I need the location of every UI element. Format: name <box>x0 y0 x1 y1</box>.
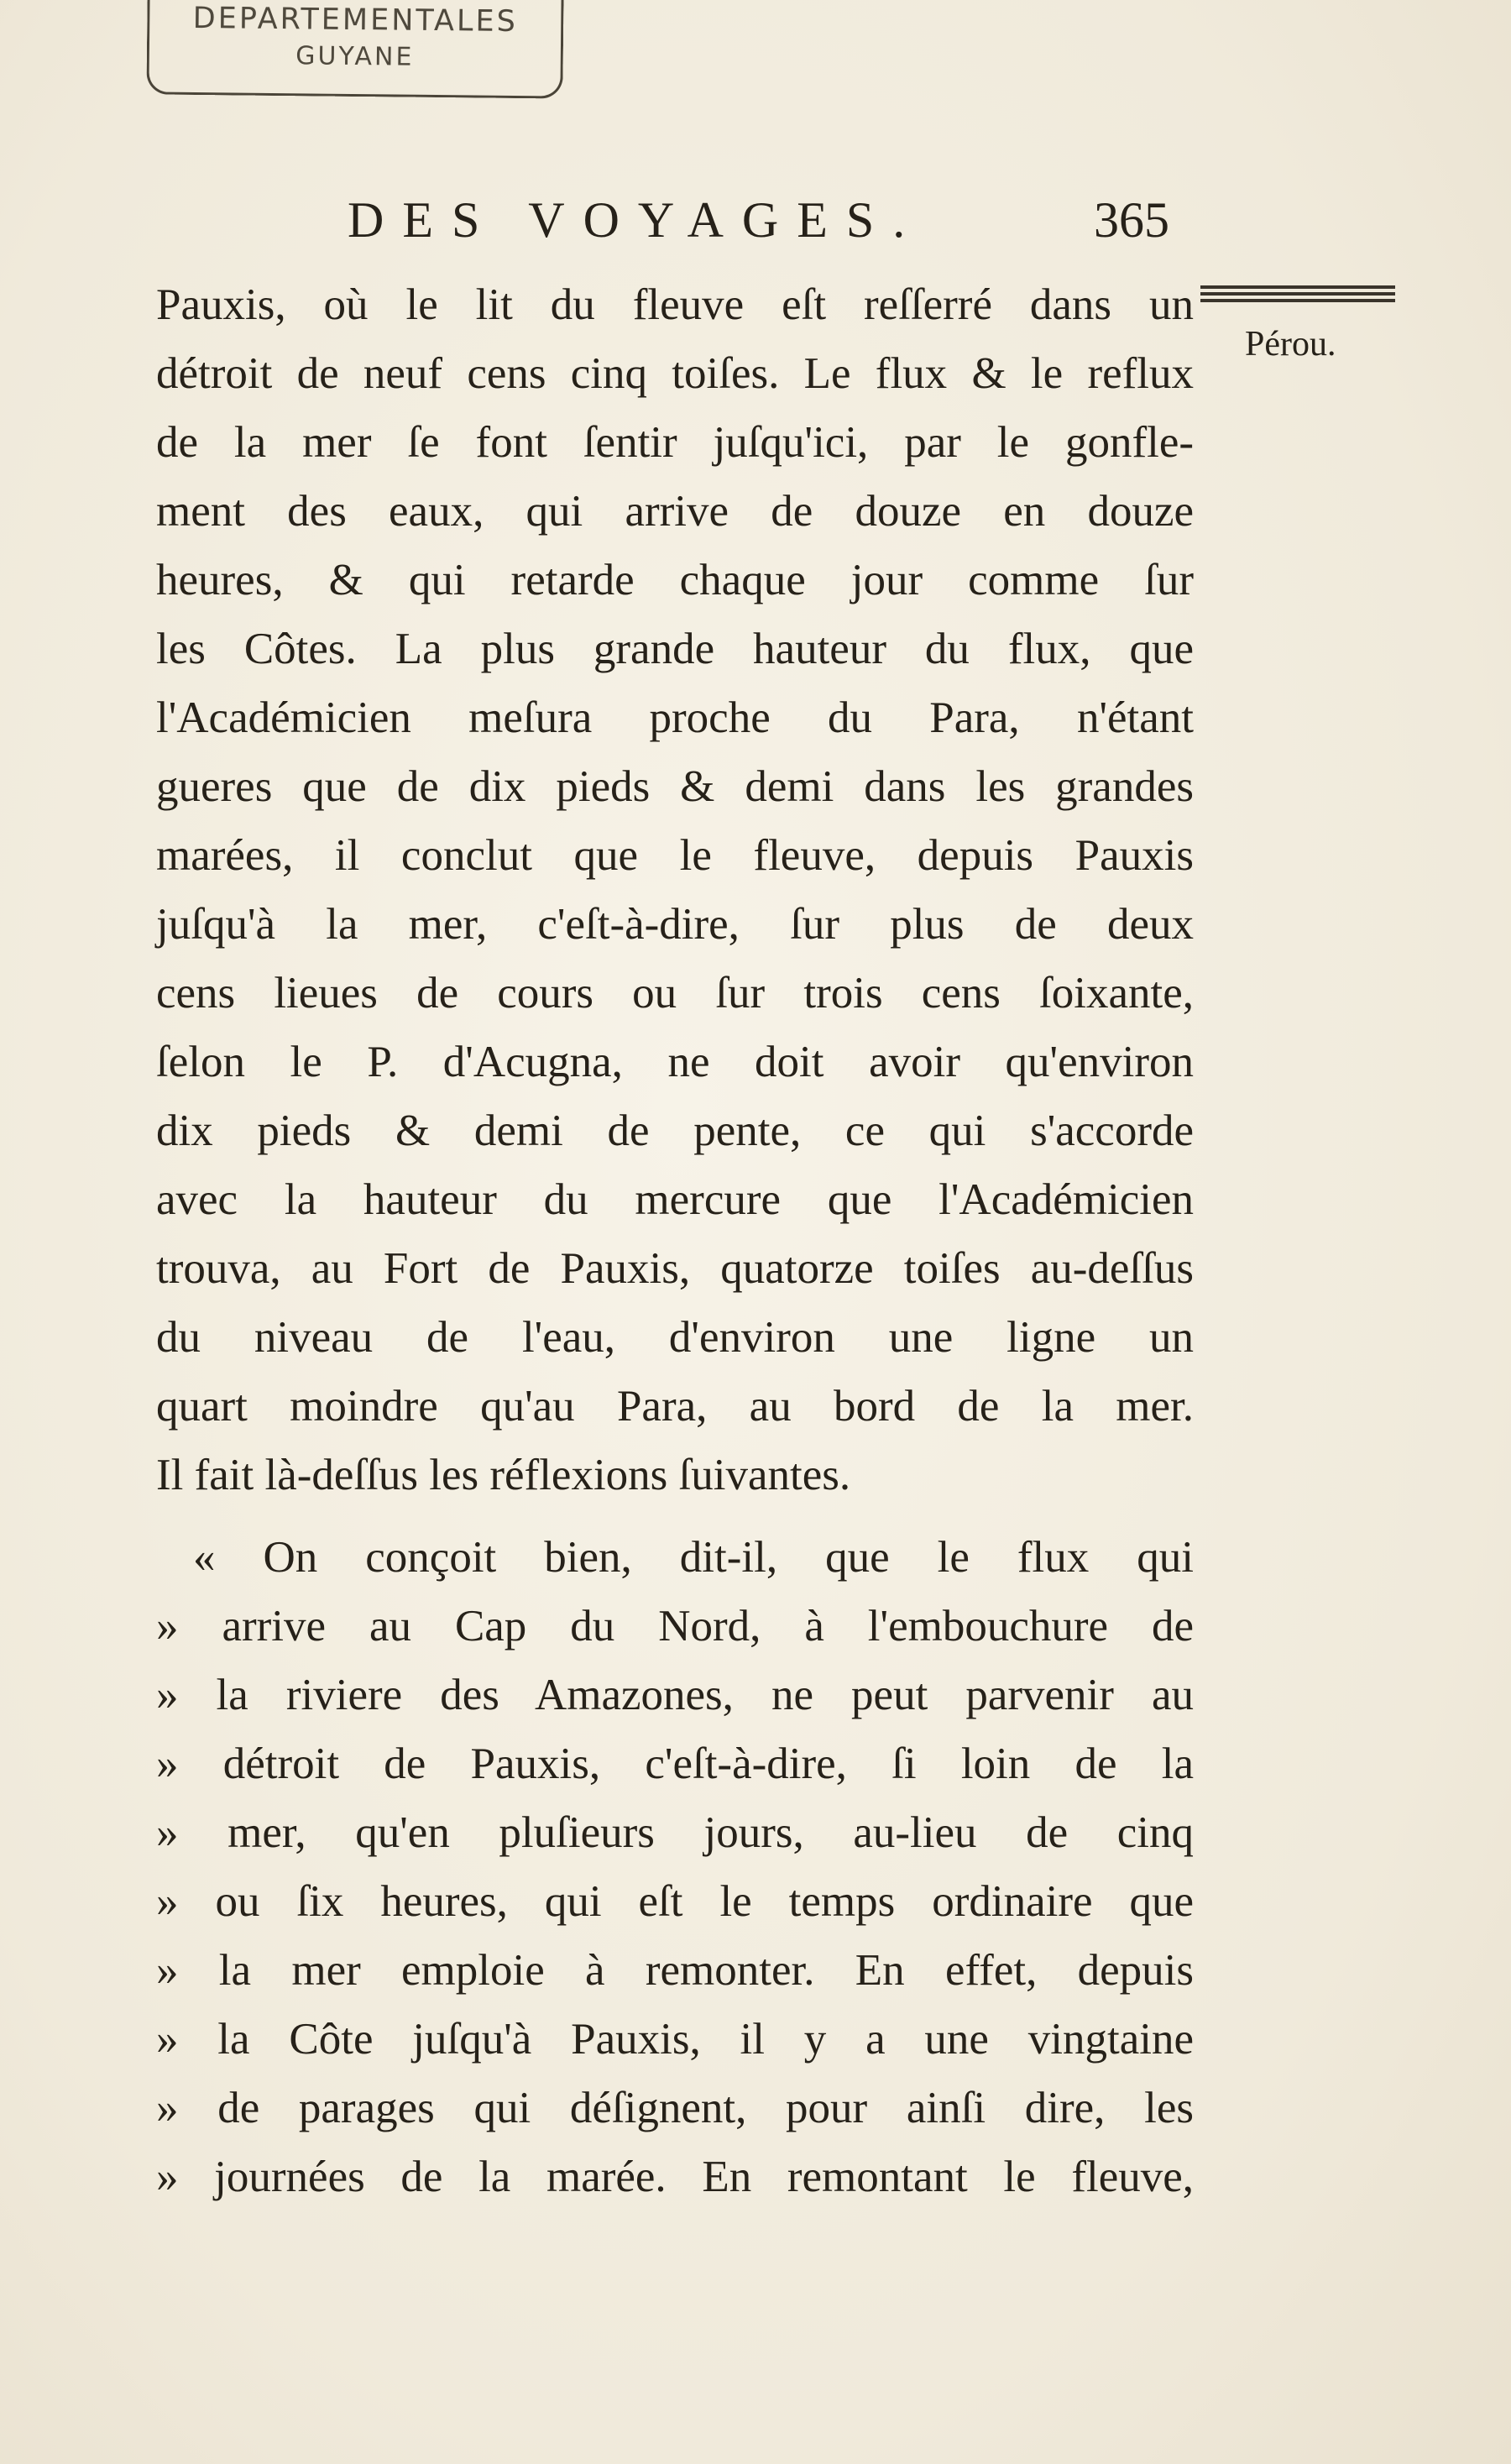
stamp-line-1: DEPARTEMENTALES <box>192 1 519 39</box>
text-line: marées, il conclut que le fleuve, depuis Pauxis <box>156 831 1194 880</box>
text-line: avec la hauteur du mercure que l'Académicien <box>156 1175 1194 1224</box>
running-head: DES VOYAGES. <box>348 192 924 248</box>
archive-stamp <box>146 0 563 99</box>
quote-line: » journées de la marée. En remontant le fleuve, <box>156 2153 1194 2201</box>
text-line: heures, & qui retarde chaque jour comme ſur <box>156 556 1194 604</box>
body-text <box>156 270 1194 2211</box>
text-line: quart moindre qu'au Para, au bord de la mer. <box>156 1382 1194 1431</box>
text-line: trouva, au Fort de Pauxis, quatorze toiſes au-deſſus <box>156 1244 1194 1293</box>
quote-line: » arrive au Cap du Nord, à l'embouchure de <box>156 1602 1194 1651</box>
text-line: de la mer ſe font ſentir juſqu'ici, par le gonfle- <box>156 418 1194 467</box>
quote-line: » détroit de Pauxis, c'eſt-à-dire, ſi loin de la <box>156 1739 1194 1788</box>
quote-line: » la riviere des Amazones, ne peut parvenir au <box>156 1671 1194 1719</box>
quote-line: » mer, qu'en pluſieurs jours, au-lieu de cinq <box>156 1808 1194 1857</box>
text-line: du niveau de l'eau, d'environ une ligne un <box>156 1313 1194 1362</box>
quote-line: » la Côte juſqu'à Pauxis, il y a une vingtaine <box>156 2015 1194 2064</box>
text-line: les Côtes. La plus grande hauteur du flux, que <box>156 625 1194 673</box>
text-line: l'Académicien meſura proche du Para, n'étant <box>156 693 1194 742</box>
margin-rule <box>1200 282 1395 302</box>
quote-line: » ou ſix heures, qui eſt le temps ordinaire que <box>156 1877 1194 1926</box>
quote-line: « On conçoit bien, dit-il, que le flux qui <box>193 1533 1194 1582</box>
text-line: juſqu'à la mer, c'eſt-à-dire, ſur plus de deux <box>156 900 1194 949</box>
text-line: ment des eaux, qui arrive de douze en douze <box>156 487 1194 536</box>
text-line: Il fait là-deſſus les réflexions ſuivantes. <box>156 1451 851 1499</box>
text-line: détroit de neuf cens cinq toiſes. Le flux & le reflux <box>156 349 1194 398</box>
text-line: ſelon le P. d'Acugna, ne doit avoir qu'environ <box>156 1038 1194 1086</box>
text-line: Pauxis, où le lit du fleuve eſt reſſerré dans un <box>156 280 1194 329</box>
quote-line: » la mer emploie à remonter. En effet, depuis <box>156 1946 1194 1995</box>
text-line: cens lieues de cours ou ſur trois cens ſoixante, <box>156 969 1194 1018</box>
margin-note: Pérou. <box>1245 325 1336 364</box>
page-number: 365 <box>1094 192 1169 248</box>
quote-line: » de parages qui déſignent, pour ainſi dire, les <box>156 2084 1194 2132</box>
stamp-line-2: GUYANE <box>295 41 415 72</box>
text-line: dix pieds & demi de pente, ce qui s'accorde <box>156 1106 1194 1155</box>
text-line: gueres que de dix pieds & demi dans les grandes <box>156 762 1194 811</box>
